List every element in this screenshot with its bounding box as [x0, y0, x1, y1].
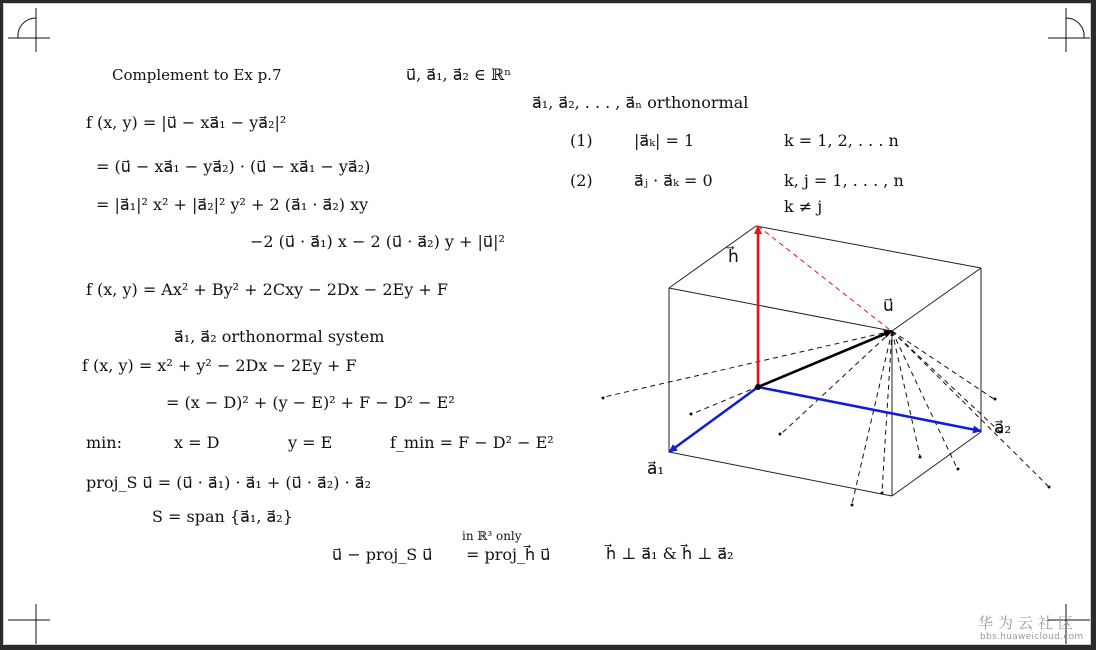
u-vector-label: u⃗	[883, 296, 894, 316]
perpendicular-condition: h⃗ ⊥ a⃗₁ & h⃗ ⊥ a⃗₂	[606, 544, 734, 563]
ray-dot	[602, 397, 605, 400]
dashed-ray	[781, 331, 892, 434]
document-page	[3, 3, 1091, 645]
ray-dot	[1048, 486, 1051, 489]
final-rhs: = proj_h⃗ u⃗	[466, 545, 551, 564]
equation-line: = (u⃗ − xa⃗₁ − ya⃗₂) · (u⃗ − xa⃗₁ − ya⃗₂)	[96, 157, 371, 176]
document-header: Complement to Ex p.7	[112, 66, 282, 84]
dashed-ray	[604, 331, 892, 397]
dashed-ray	[892, 331, 920, 456]
condition-2-range: k, j = 1, . . . , n	[784, 171, 904, 190]
dashed-ray	[892, 331, 1048, 486]
dashed-ray	[852, 331, 892, 504]
equation-line: f (x, y) = x² + y² − 2Dx − 2Ey + F	[82, 356, 357, 375]
ray-dot	[957, 468, 960, 471]
box-edge	[892, 432, 981, 496]
condition-2-extra: k ≠ j	[784, 197, 823, 216]
final-lhs: u⃗ − proj_S u⃗	[332, 545, 433, 564]
fmin-equation: f_min = F − D² − E²	[390, 433, 554, 452]
condition-1-number: (1)	[570, 131, 593, 150]
a1-vector-arrow	[669, 387, 758, 452]
span-equation: S = span {a⃗₁, a⃗₂}	[152, 507, 293, 526]
condition-2-number: (2)	[570, 171, 593, 190]
sheet	[4, 4, 1091, 645]
r3-annotation: in ℝ³ only	[462, 529, 522, 543]
box-edges	[669, 226, 981, 496]
min-x-equation: x = D	[174, 433, 220, 452]
min-label: min:	[86, 433, 122, 452]
equation-line: f (x, y) = Ax² + By² + 2Cxy − 2Dx − 2Ey + F	[86, 280, 448, 299]
projection-equation: proj_S u⃗ = (u⃗ · a⃗₁) · a⃗₁ + (u⃗ · a⃗₂) · a⃗₂	[86, 473, 371, 492]
equation-line: −2 (u⃗ · a⃗₁) x − 2 (u⃗ · a⃗₂) y + |u⃗|²	[250, 232, 505, 251]
min-y-equation: y = E	[288, 433, 333, 452]
ray-dot	[881, 492, 884, 495]
header-vectors: u⃗, a⃗₁, a⃗₂ ∈ ℝⁿ	[406, 65, 512, 84]
equation-line: a⃗₁, a⃗₂ orthonormal system	[174, 327, 385, 346]
u-vector-arrow	[758, 331, 892, 387]
condition-1-range: k = 1, 2, . . . n	[784, 131, 899, 150]
equation-line: = (x − D)² + (y − E)² + F − D² − E²	[166, 393, 455, 412]
ray-dot	[919, 456, 922, 459]
box-edge	[756, 226, 981, 268]
condition-1: |a⃗ₖ| = 1	[634, 131, 695, 150]
ray-dot	[779, 433, 782, 436]
box-edge	[669, 288, 892, 331]
equation-line: f (x, y) = |u⃗ − xa⃗₁ − ya⃗₂|²	[86, 113, 287, 132]
h-u-dashed-line	[758, 226, 890, 330]
a1-vector-label: a⃗₁	[647, 459, 665, 479]
condition-2: a⃗ⱼ · a⃗ₖ = 0	[634, 171, 713, 190]
dashed-ray	[892, 331, 994, 399]
a2-vector-label: a⃗₂	[994, 418, 1012, 438]
watermark-title: 华为云社区	[978, 614, 1079, 632]
box-edge	[669, 226, 756, 288]
ray-dot	[690, 413, 693, 416]
origin-point	[755, 384, 761, 390]
orthonormal-title: a⃗₁, a⃗₂, . . . , a⃗ₙ orthonormal	[532, 93, 749, 112]
equation-line: = |a⃗₁|² x² + |a⃗₂|² y² + 2 (a⃗₁ · a⃗₂) xy	[96, 195, 369, 214]
h-vector-label: h⃗	[728, 247, 739, 267]
ray-dot	[994, 398, 997, 401]
box-edge	[892, 268, 981, 331]
watermark-url: bbs.huaweicloud.com	[980, 632, 1084, 642]
ray-dot	[851, 504, 854, 507]
dashed-ray	[892, 331, 957, 468]
